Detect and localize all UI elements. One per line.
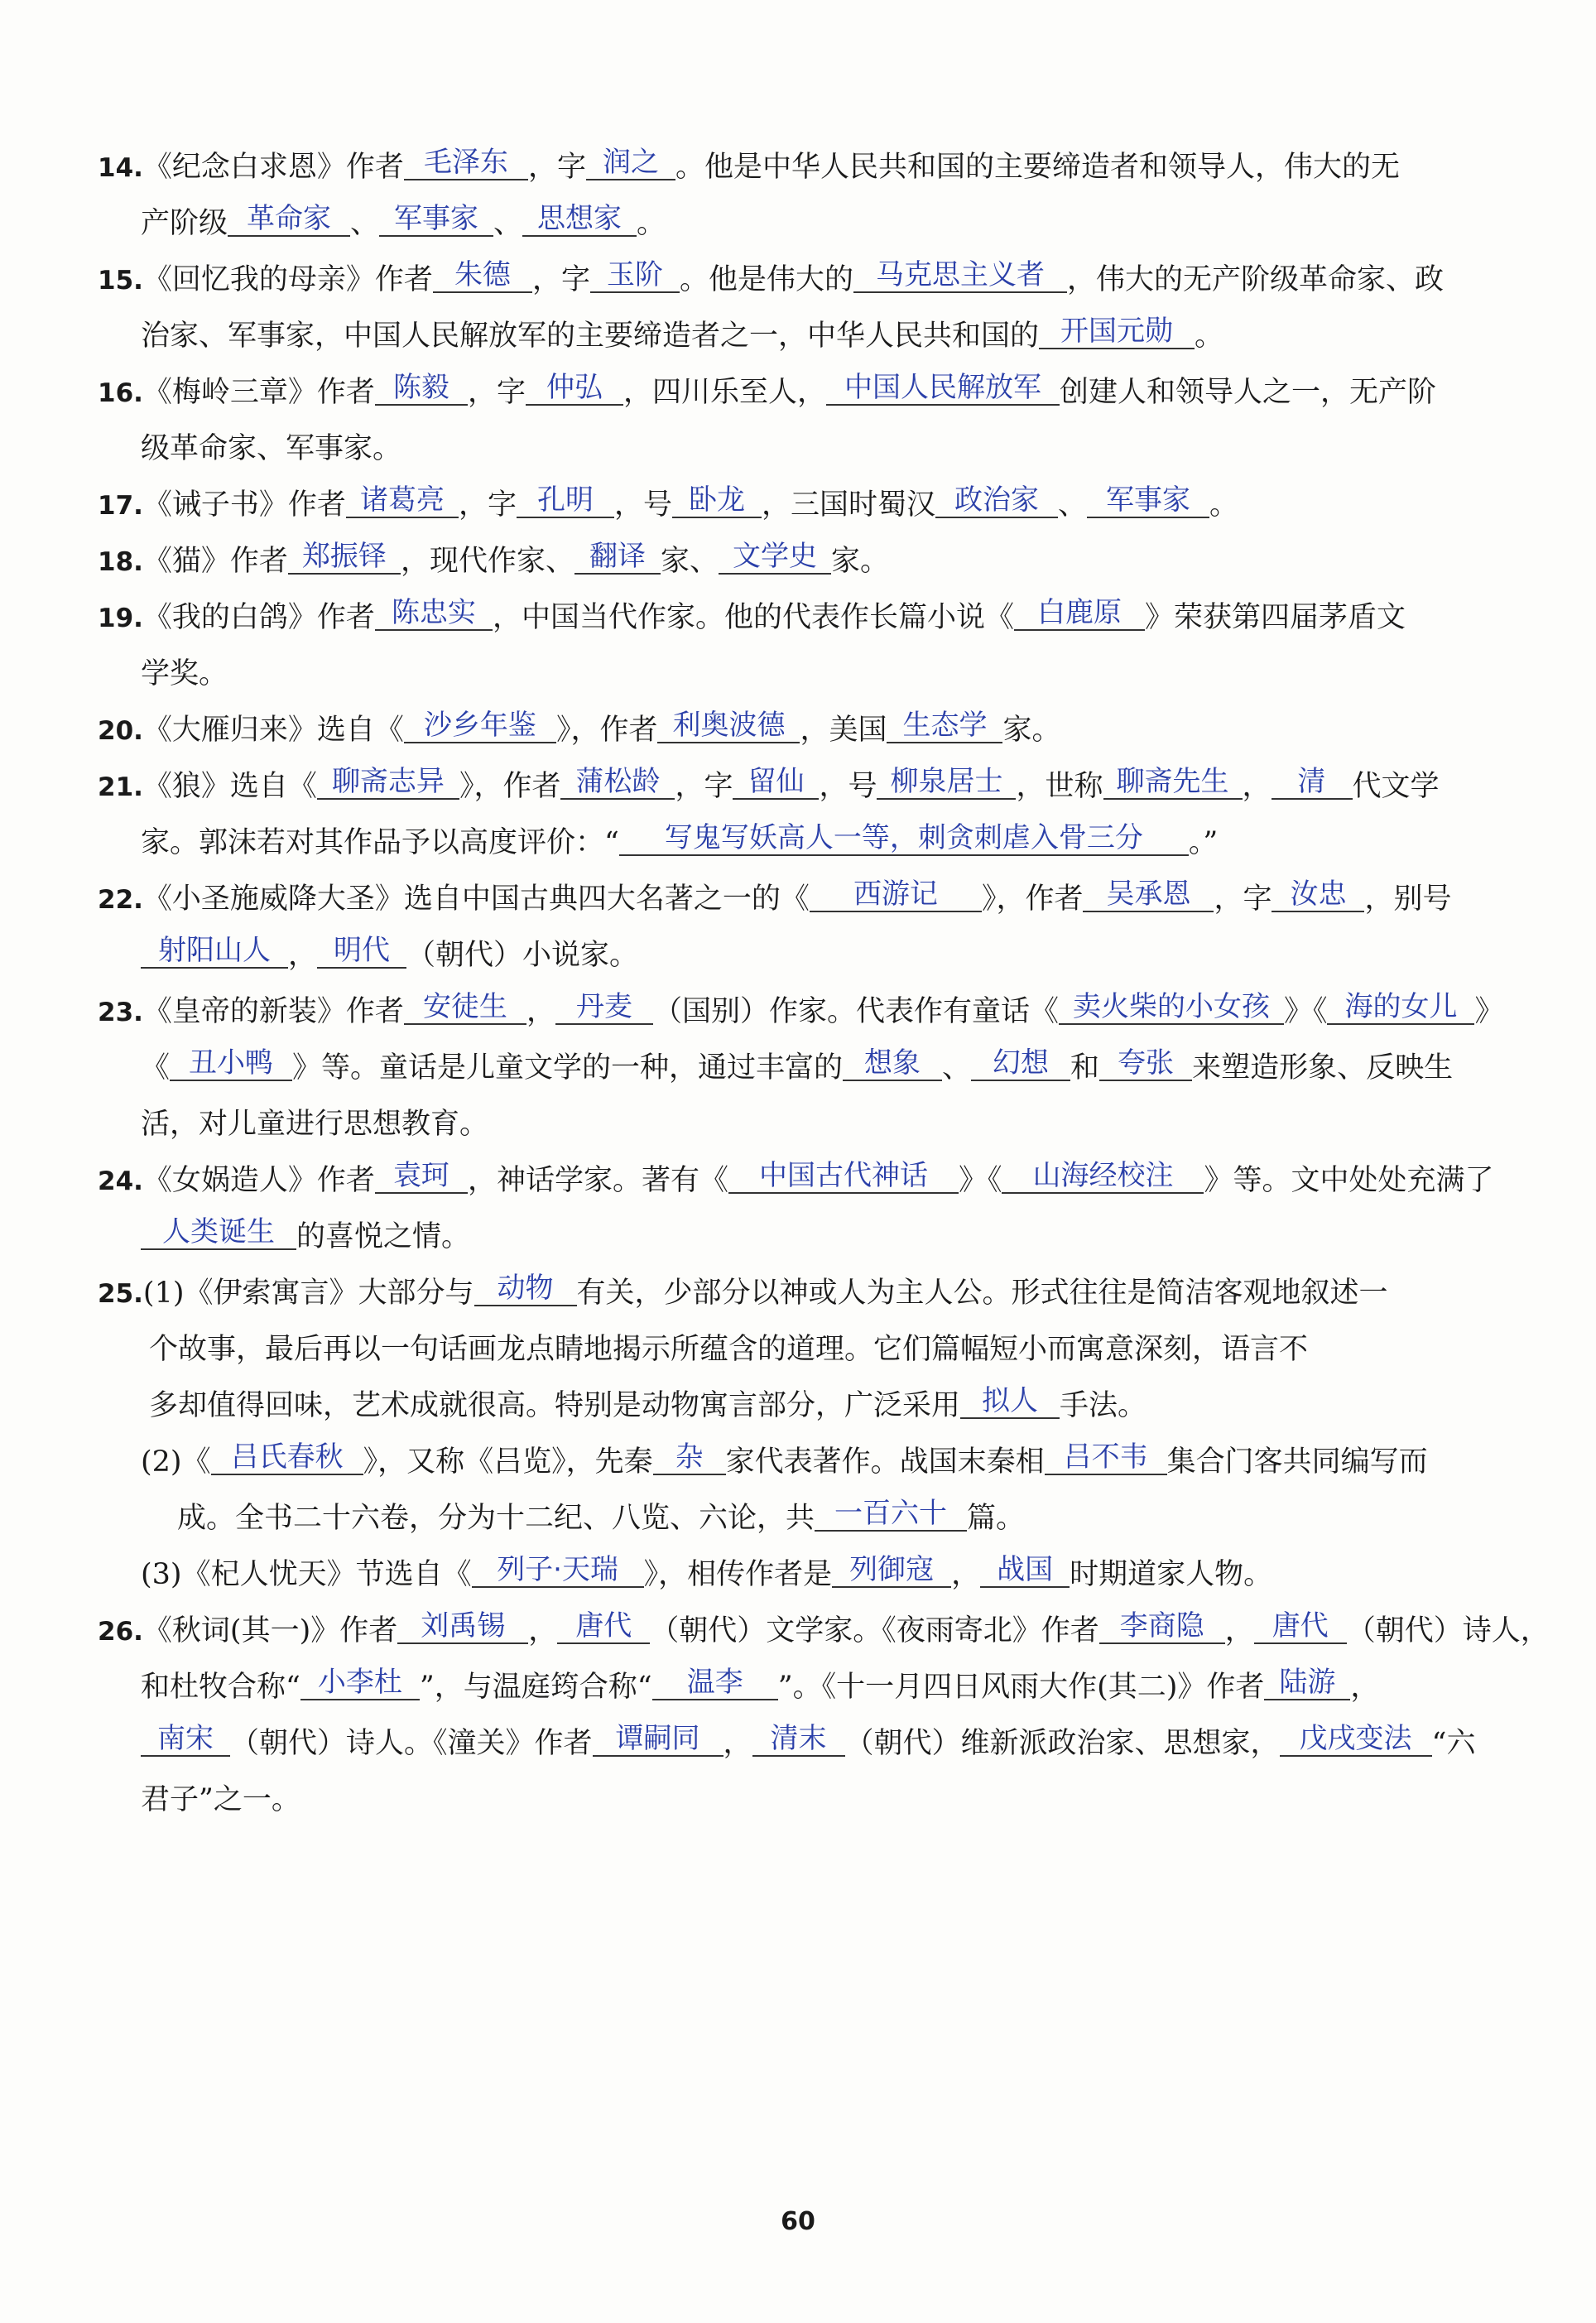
answer-blank: 沙乡年鉴	[404, 709, 556, 743]
answer-blank: 唐代	[557, 1609, 650, 1644]
answer-blank: 吴承恩	[1083, 878, 1214, 912]
text: 《杞人忧天》节选自《	[181, 1558, 472, 1591]
page-number: 60	[781, 2207, 815, 2236]
answer-blank: 仲弘	[526, 371, 623, 406]
answer-blank: 写鬼写妖高人一等，刺贪刺虐入骨三分	[619, 821, 1189, 856]
q14-line2	[141, 202, 666, 242]
answer-blank: 丹麦	[555, 990, 653, 1025]
answer-blank: 革命家	[228, 202, 350, 237]
q16-line2	[141, 432, 401, 465]
text: ，字	[531, 263, 590, 296]
answer-blank: 小李杜	[300, 1666, 420, 1700]
answer-blank: 山海经校注	[1002, 1159, 1204, 1194]
question-number: 22.	[98, 885, 143, 915]
answer-blank: 人类诞生	[141, 1215, 296, 1250]
q22-line2	[141, 934, 639, 974]
answer-blank: 政治家	[935, 483, 1058, 518]
text: 手法。	[1060, 1389, 1147, 1422]
text: ，三国时蜀汉	[761, 488, 935, 522]
text: 》，作者	[555, 714, 658, 747]
text: 集合门客共同编写而	[1166, 1445, 1428, 1479]
text: ，现代作家、	[400, 545, 574, 578]
text: ，	[1242, 770, 1272, 803]
answer-blank: 列子·天瑞	[472, 1553, 644, 1588]
q15-line1	[98, 258, 1444, 298]
question-number: 26.	[98, 1617, 143, 1647]
text: 、	[1057, 488, 1087, 522]
text: 治家、军事家，中国人民解放军的主要缔造者之一，中华人民共和国的	[141, 320, 1040, 353]
q25-sub3-line	[141, 1553, 1273, 1593]
text: ，四川乐至人，	[623, 376, 826, 409]
answer-blank: 吕氏春秋	[211, 1440, 363, 1475]
text: 》，作者	[459, 770, 561, 803]
text: 家。	[1002, 714, 1061, 747]
text: 》	[1474, 995, 1504, 1028]
answer-blank: 陈忠实	[375, 596, 493, 631]
text: 和杜牧合称“	[141, 1671, 300, 1704]
answer-blank: 白鹿原	[1014, 596, 1145, 631]
answer-blank: 留仙	[733, 765, 819, 800]
q23-line1	[98, 990, 1504, 1030]
text: 篇。	[967, 1502, 1026, 1535]
text: ，号	[613, 488, 672, 522]
q19-line2	[141, 657, 228, 690]
q23-line2	[141, 1046, 1454, 1086]
text: 》等。文中处处充满了	[1204, 1164, 1494, 1197]
answer-blank: 孔明	[517, 483, 614, 518]
text: （朝代）小说家。	[406, 939, 639, 972]
q21-line2	[141, 821, 1219, 861]
answer-blank: 利奥波德	[657, 709, 800, 743]
text: 》《	[958, 1164, 1002, 1197]
answer-blank: 卖火柴的小女孩	[1059, 990, 1284, 1025]
text: 级革命家、军事家。	[141, 432, 402, 465]
text: 代文学	[1352, 770, 1440, 803]
text: 《猫》作者	[142, 545, 288, 578]
text: ，	[528, 1614, 558, 1647]
text: 《回忆我的母亲》作者	[142, 263, 433, 296]
text: ，中国当代作家。他的代表作长篇小说《	[492, 601, 1014, 634]
text: （朝代）诗人，	[1346, 1614, 1550, 1647]
answer-blank: 刘禹锡	[397, 1609, 528, 1644]
text: ，字	[458, 488, 517, 522]
text: ，字	[1214, 883, 1272, 916]
answer-blank: 中国人民解放军	[826, 371, 1060, 406]
answer-blank: 中国古代神话	[728, 1159, 959, 1194]
q17-line	[98, 483, 1239, 523]
text: “六	[1431, 1727, 1476, 1760]
text: 成。全书二十六卷，分为十二纪、八览、六论，共	[177, 1502, 815, 1535]
answer-blank: 列御寇	[832, 1553, 951, 1588]
text: ，伟大的无产阶级革命家、政	[1066, 263, 1444, 296]
answer-blank: 蒲松龄	[560, 765, 675, 800]
answer-blank: 杂	[653, 1440, 726, 1475]
text: 《诫子书》作者	[142, 488, 346, 522]
question-number: 19.	[98, 604, 143, 633]
answer-blank: 清末	[752, 1722, 845, 1757]
q14-line1	[98, 146, 1400, 185]
sub-label: (2)	[141, 1445, 182, 1479]
text: ，	[1224, 1614, 1254, 1647]
text: 、	[350, 207, 380, 240]
text: 《纪念白求恩》作者	[142, 151, 404, 184]
q18-line	[98, 540, 889, 580]
answer-blank: 戊戌变法	[1280, 1722, 1432, 1757]
text: 家、	[660, 545, 719, 578]
q25-sub2-line1	[141, 1440, 1428, 1480]
text: 《我的白鸽》作者	[142, 601, 375, 634]
text: 》，相传作者是	[643, 1558, 833, 1591]
text: ”。《十一月四日风雨大作(其二)》作者	[777, 1671, 1265, 1704]
text: ，	[288, 939, 318, 972]
answer-blank: 诸葛亮	[346, 483, 459, 518]
text: 家。郭沫若对其作品予以高度评价：“	[141, 826, 619, 859]
text: ，字	[527, 151, 586, 184]
question-number: 24.	[98, 1166, 143, 1196]
text: 。他是伟大的	[679, 263, 853, 296]
answer-blank: 聊斋志异	[317, 765, 459, 800]
text: 家代表著作。战国末秦相	[725, 1445, 1045, 1479]
text: ，世称	[1016, 770, 1103, 803]
answer-blank: 海的女儿	[1327, 990, 1474, 1025]
question-number: 20.	[98, 716, 143, 746]
answer-blank: 唐代	[1254, 1609, 1347, 1644]
answer-blank: 清	[1272, 765, 1353, 800]
text: ，	[526, 995, 555, 1028]
text: 《女娲造人》作者	[142, 1164, 375, 1197]
text: 君子”之一。	[141, 1783, 300, 1816]
text: 有关，少部分以神或人为主人公。形式往往是简洁客观地叙述一	[576, 1277, 1388, 1310]
answer-blank: 南宋	[141, 1722, 230, 1757]
question-number: 23.	[98, 998, 143, 1027]
text: 来塑造形象、反映生	[1192, 1051, 1454, 1085]
answer-blank: 明代	[317, 934, 406, 969]
q24-line1	[98, 1159, 1494, 1199]
text: ，	[951, 1558, 981, 1591]
question-number: 15.	[98, 266, 143, 296]
text: 、	[493, 207, 523, 240]
text: 》荣获第四届茅盾文	[1144, 601, 1406, 634]
answer-blank: 朱德	[433, 258, 532, 293]
question-number: 18.	[98, 547, 143, 577]
text: （朝代）诗人。《潼关》作者	[230, 1727, 593, 1760]
text: 。他是中华人民共和国的主要缔造者和领导人，伟大的无	[675, 151, 1400, 184]
text: 。	[637, 207, 666, 240]
answer-blank: 温李	[652, 1666, 778, 1700]
answer-blank: 一百六十	[815, 1497, 967, 1532]
text: 《皇帝的新装》作者	[142, 995, 404, 1028]
text: 《秋词(其一)》作者	[142, 1614, 398, 1647]
text: 《狼》选自《	[142, 770, 317, 803]
answer-blank: 文学史	[719, 540, 831, 575]
text: 》等。童话是儿童文学的一种，通过丰富的	[292, 1051, 844, 1085]
answer-blank: 吕不韦	[1045, 1440, 1167, 1475]
answer-blank: 翻译	[574, 540, 661, 575]
q23-line3	[141, 1108, 488, 1141]
text: （国别）作家。代表作有童话《	[652, 995, 1059, 1028]
answer-blank: 陈毅	[375, 371, 468, 406]
text: ”，与温庭筠合称“	[419, 1671, 652, 1704]
answer-blank: 安徒生	[404, 990, 526, 1025]
answer-blank: 思想家	[522, 202, 637, 237]
text: 《	[181, 1445, 211, 1479]
text: （朝代）文学家。《夜雨寄北》作者	[650, 1614, 1099, 1647]
answer-blank: 柳泉居士	[877, 765, 1016, 800]
answer-blank: 谭嗣同	[593, 1722, 723, 1757]
q22-line1	[98, 878, 1452, 917]
answer-blank: 夸张	[1099, 1046, 1192, 1081]
q15-line2	[141, 315, 1224, 354]
text: 的喜悦之情。	[296, 1220, 471, 1253]
answer-blank: 射阳山人	[141, 934, 288, 969]
text: 。	[1209, 488, 1239, 522]
q21-line1	[98, 765, 1440, 805]
answer-blank: 聊斋先生	[1103, 765, 1243, 800]
q26-line1	[98, 1609, 1550, 1649]
question-number: 17.	[98, 491, 143, 521]
text: 《	[141, 1051, 171, 1085]
text: 创建人和领导人之一，无产阶	[1059, 376, 1436, 409]
q26-line4	[141, 1783, 300, 1816]
answer-blank: 卧龙	[672, 483, 762, 518]
text: ，美国	[800, 714, 887, 747]
q26-line3	[141, 1722, 1476, 1762]
text: 活，对儿童进行思想教育。	[141, 1108, 489, 1141]
answer-blank: 郑振铎	[288, 540, 401, 575]
text: ，别号	[1364, 883, 1452, 916]
answer-blank: 战国	[980, 1553, 1070, 1588]
answer-blank: 玉阶	[590, 258, 680, 293]
sub-label: (3)	[141, 1558, 182, 1591]
text: ，	[723, 1727, 752, 1760]
answer-blank: 拟人	[960, 1384, 1060, 1419]
text: 。”	[1188, 826, 1219, 859]
answer-blank: 汝忠	[1272, 878, 1364, 912]
text: ，神话学家。著有《	[467, 1164, 728, 1197]
text: 和	[1070, 1051, 1100, 1085]
text: 个故事，最后再以一句话画龙点睛地揭示所蕴含的道理。它们篇幅短小而寓意深刻，语言不	[149, 1333, 1309, 1366]
answer-blank: 毛泽东	[404, 146, 528, 180]
question-number: 16.	[98, 378, 143, 408]
answer-blank: 生态学	[887, 709, 1002, 743]
answer-blank: 润之	[586, 146, 675, 180]
text: 产阶级	[141, 207, 228, 240]
q16-line1	[98, 371, 1436, 411]
text: 。	[1195, 320, 1224, 353]
answer-blank: 动物	[474, 1272, 577, 1306]
text: 多却值得回味，艺术成就很高。特别是动物寓言部分，广泛采用	[149, 1389, 961, 1422]
text: 《伊索寓言》大部分与	[184, 1277, 474, 1310]
text: 《梅岭三章》作者	[142, 376, 375, 409]
answer-blank: 军事家	[379, 202, 493, 237]
answer-blank: 幻想	[971, 1046, 1070, 1081]
text: ，	[1350, 1671, 1380, 1704]
text: ，字	[675, 770, 733, 803]
answer-blank: 李商隐	[1099, 1609, 1225, 1644]
q25-line1	[98, 1272, 1388, 1311]
text: 》，又称《吕览》，先秦	[363, 1445, 653, 1479]
q20-line	[98, 709, 1061, 748]
q25-sub2-line2	[177, 1497, 1026, 1537]
question-number: 25.	[98, 1279, 143, 1309]
q25-line2	[149, 1333, 1308, 1366]
text: 》，作者	[981, 883, 1084, 916]
text: 、	[942, 1051, 972, 1085]
text: 》《	[1283, 995, 1328, 1028]
answer-blank: 开国元勋	[1039, 315, 1195, 349]
answer-blank: 丑小鸭	[170, 1046, 292, 1081]
q19-line1	[98, 596, 1406, 636]
question-number: 14.	[98, 153, 143, 183]
answer-blank: 西游记	[810, 878, 982, 912]
text: 家。	[830, 545, 889, 578]
answer-blank: 想象	[843, 1046, 942, 1081]
answer-blank: 陆游	[1264, 1666, 1350, 1700]
text: 《大雁归来》选自《	[142, 714, 404, 747]
answer-blank: 马克思主义者	[853, 258, 1067, 293]
text: ，号	[819, 770, 877, 803]
q24-line2	[141, 1215, 471, 1255]
text: （朝代）维新派政治家、思想家，	[844, 1727, 1280, 1760]
q26-line2	[141, 1666, 1380, 1705]
q25-line3	[149, 1384, 1147, 1424]
sub-label: (1)	[142, 1277, 185, 1310]
text: 《小圣施威降大圣》选自中国古典四大名著之一的《	[142, 883, 810, 916]
question-number: 21.	[98, 772, 143, 802]
text: 学奖。	[141, 657, 228, 690]
text: ，字	[467, 376, 526, 409]
answer-blank: 军事家	[1087, 483, 1209, 518]
text: 时期道家人物。	[1070, 1558, 1273, 1591]
answer-blank: 袁珂	[375, 1159, 468, 1194]
